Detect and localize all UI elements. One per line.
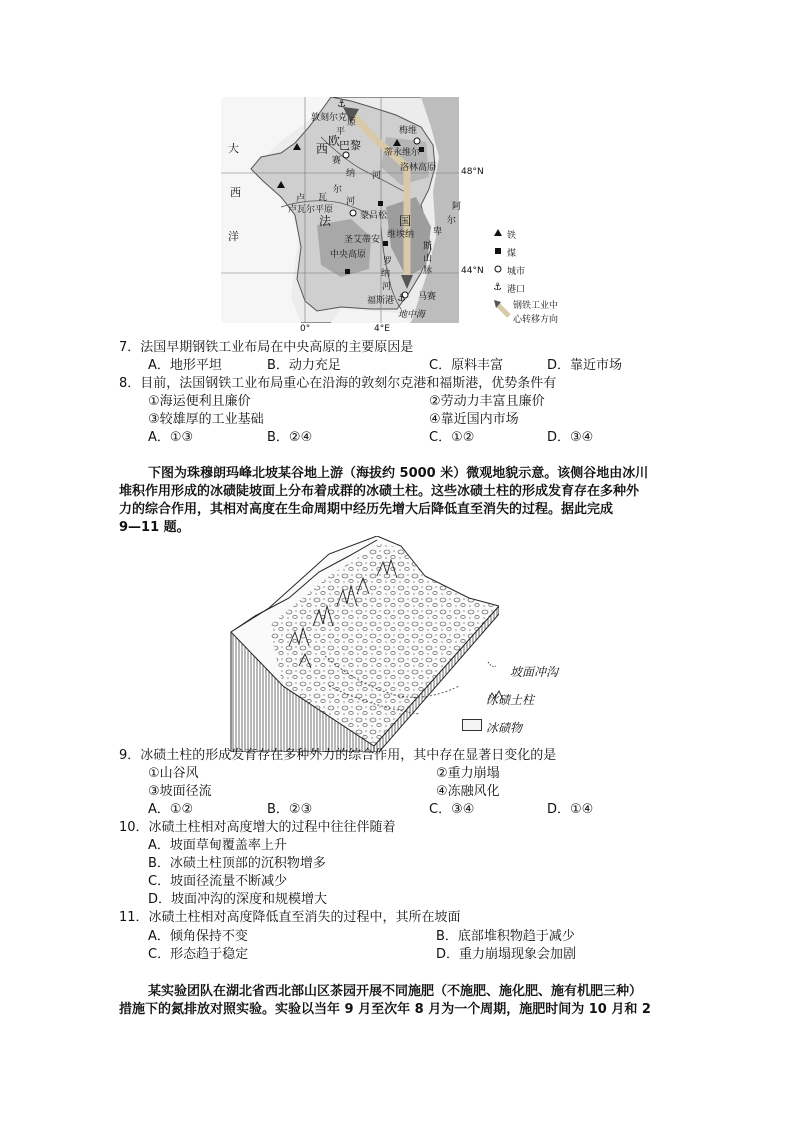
iron-icon <box>494 229 502 236</box>
map-label-sai: 赛 <box>332 156 342 166</box>
q11-option-c: C．形态趋于稳定 <box>148 947 249 962</box>
q8-option-b: B．②④ <box>267 430 313 445</box>
map-label-alps6: 脉 <box>423 266 433 276</box>
map-label-fa: 法 <box>319 214 332 228</box>
passage2-line2: 堆积作用形成的冰碛陡坡面上分布着成群的冰碛土柱。这些冰碛土柱的形成发育存在多种外 <box>119 484 640 499</box>
map-label-luar: 卢瓦尔平原 <box>288 205 334 215</box>
passage2-line1: 下图为珠穆朗玛峰北坡某谷地上游（海拔约 5000 米）微观地貌示意。该侧谷地由冰川 <box>148 466 649 481</box>
q9-option-d: D．①④ <box>547 802 594 817</box>
q7-option-a: A．地形平坦 <box>148 358 222 373</box>
q11-stem: 11．冰碛土柱相对高度降低直至消失的过程中，其所在坡面 <box>119 910 461 925</box>
map-label-luo: 罗 <box>383 257 393 267</box>
map-label-lu: 卢 <box>296 194 306 204</box>
q9-item-3: ③坡面径流 <box>148 784 212 799</box>
legend-port: 港口 <box>507 285 526 295</box>
map-label-guo: 国 <box>399 214 412 228</box>
map-label-na2: 纳 <box>381 269 391 279</box>
map-label-alps5: 山 <box>423 254 433 264</box>
passage3-line2: 措施下的氮排放对照实验。实验以当年 9 月至次年 8 月为一个周期，施肥时间为 10 月和 2 <box>119 1002 651 1017</box>
map-label-marseille: 马赛 <box>418 292 437 302</box>
legend-city: 城市 <box>507 267 526 277</box>
q9-stem: 9．冰碛土柱的形成发育存在多种外力的综合作用，其中存在显著日变化的是 <box>119 748 557 763</box>
svg-text:⚓: ⚓ <box>397 293 406 304</box>
fig2-label-moraine: 冰碛物 <box>486 721 523 735</box>
map-label-metz: 梅维 <box>399 126 418 136</box>
map-label-dijon: 蒂永维尔 <box>384 148 421 158</box>
passage2-line4: 9—11 题。 <box>119 520 190 535</box>
q10-option-b: B．冰碛土柱顶部的沉积物增多 <box>148 856 326 871</box>
map-label-alps4: 斯 <box>423 242 433 252</box>
moraine-block-diagram <box>229 536 499 752</box>
moraine-icon <box>462 719 482 731</box>
map-legend <box>493 228 583 328</box>
q9-item-4: ④冻融风化 <box>436 784 500 799</box>
q11-option-d: D．重力崩塌现象会加剧 <box>436 947 577 962</box>
q8-option-c: C．①② <box>429 430 475 445</box>
city-icon <box>495 266 501 272</box>
legend-symbols <box>493 228 513 328</box>
map-label-dunkerque: 敦刻尔克 <box>311 113 348 123</box>
map-label-lat48: 48°N <box>461 167 484 177</box>
map-label-ocean1: 大 <box>228 142 239 155</box>
map-label-alps2: 尔 <box>447 216 457 226</box>
map-label-fos: 福斯港 <box>367 296 395 306</box>
passage3-line1: 某实验团队在湖北省西北部山区茶园开展不同施肥（不施肥、施化肥、施有机肥三种） <box>148 984 643 999</box>
legend-shift-2: 心转移方向 <box>513 315 559 325</box>
legend-shift-1: 钢铁工业中 <box>513 301 559 311</box>
q8-item-2: ②劳动力丰富且廉价 <box>429 394 545 409</box>
q8-stem: 8．目前，法国钢铁工业布局重心在沿海的敦刻尔克港和福斯港，优势条件有 <box>119 376 557 391</box>
q10-option-c: C．坡面径流量不断减少 <box>148 874 288 889</box>
map-label-st-etienne: 圣艾蒂安 <box>344 235 381 245</box>
q7-stem: 7．法国早期钢铁工业布局在中央高原的主要原因是 <box>119 340 414 355</box>
map-label-ping: 平 <box>336 127 346 137</box>
map-label-lon4: 4°E <box>374 324 390 334</box>
gully-icon <box>488 662 496 667</box>
q11-option-a: A．倾角保持不变 <box>148 929 248 944</box>
map-label-montlucon: 蒙吕松 <box>360 211 388 221</box>
q9-option-b: B．②③ <box>267 802 313 817</box>
map-label-alps1: 阿 <box>452 202 462 212</box>
map-label-na: 纳 <box>346 169 356 179</box>
q10-stem: 10．冰碛土柱相对高度增大的过程中往往伴随着 <box>119 820 396 835</box>
moraine-diagram-graphic <box>229 536 499 752</box>
q10-option-a: A．坡面草甸覆盖率上升 <box>148 838 287 853</box>
map-label-er1: 尔 <box>333 185 343 195</box>
q9-item-2: ②重力崩塌 <box>436 766 500 781</box>
legend-iron: 铁 <box>507 231 517 241</box>
q9-option-c: C．③④ <box>429 802 475 817</box>
q9-item-1: ①山谷风 <box>148 766 199 781</box>
q7-option-c: C．原料丰富 <box>429 358 504 373</box>
map-label-he1: 河 <box>372 171 382 181</box>
map-label-yuan1: 原 <box>347 118 357 128</box>
map-label-alps3: 卑 <box>433 227 443 237</box>
map-label-xi: 西 <box>316 142 329 156</box>
map-label-vienne: 维埃纳 <box>387 230 415 240</box>
q7-option-d: D．靠近市场 <box>547 358 623 373</box>
map-label-lorraine: 洛林高原 <box>400 163 437 173</box>
q11-option-b: B．底部堆积物趋于减少 <box>436 929 575 944</box>
fig2-label-gully: 坡面冲沟 <box>510 665 559 679</box>
map-label-ou: 欧 <box>328 134 341 148</box>
q10-option-d: D．坡面冲沟的深度和规模增大 <box>148 892 328 907</box>
map-label-med: 地中海 <box>398 310 426 320</box>
q8-item-3: ③较雄厚的工业基础 <box>148 412 264 427</box>
map-label-central: 中央高原 <box>330 250 367 260</box>
q8-option-a: A．①③ <box>148 430 194 445</box>
q8-item-4: ④靠近国内市场 <box>429 412 519 427</box>
map-label-he2: 河 <box>346 197 356 207</box>
fig2-label-pillar: 冰碛土柱 <box>486 693 535 707</box>
map-label-paris: 巴黎 <box>339 139 361 152</box>
map-label-he3: 河 <box>382 282 392 292</box>
q8-item-1: ①海运便利且廉价 <box>148 394 251 409</box>
map-label-wa: 瓦 <box>318 193 328 203</box>
map-label-lon0: 0° <box>300 324 311 334</box>
coal-icon <box>495 248 501 254</box>
passage2-line3: 力的综合作用，其相对高度在生命周期中经历先增大后降低直至消失的过程。据此完成 <box>119 502 614 517</box>
map-label-ocean2: 西 <box>230 186 241 199</box>
legend-coal: 煤 <box>507 249 517 259</box>
svg-text:⚓: ⚓ <box>337 99 346 110</box>
q9-option-a: A．①② <box>148 802 194 817</box>
map-label-lat44: 44°N <box>461 266 484 276</box>
q8-option-d: D．③④ <box>547 430 594 445</box>
map-label-ocean3: 洋 <box>228 230 239 243</box>
q7-option-b: B．动力充足 <box>267 358 341 373</box>
port-icon: ⚓ <box>493 282 502 293</box>
